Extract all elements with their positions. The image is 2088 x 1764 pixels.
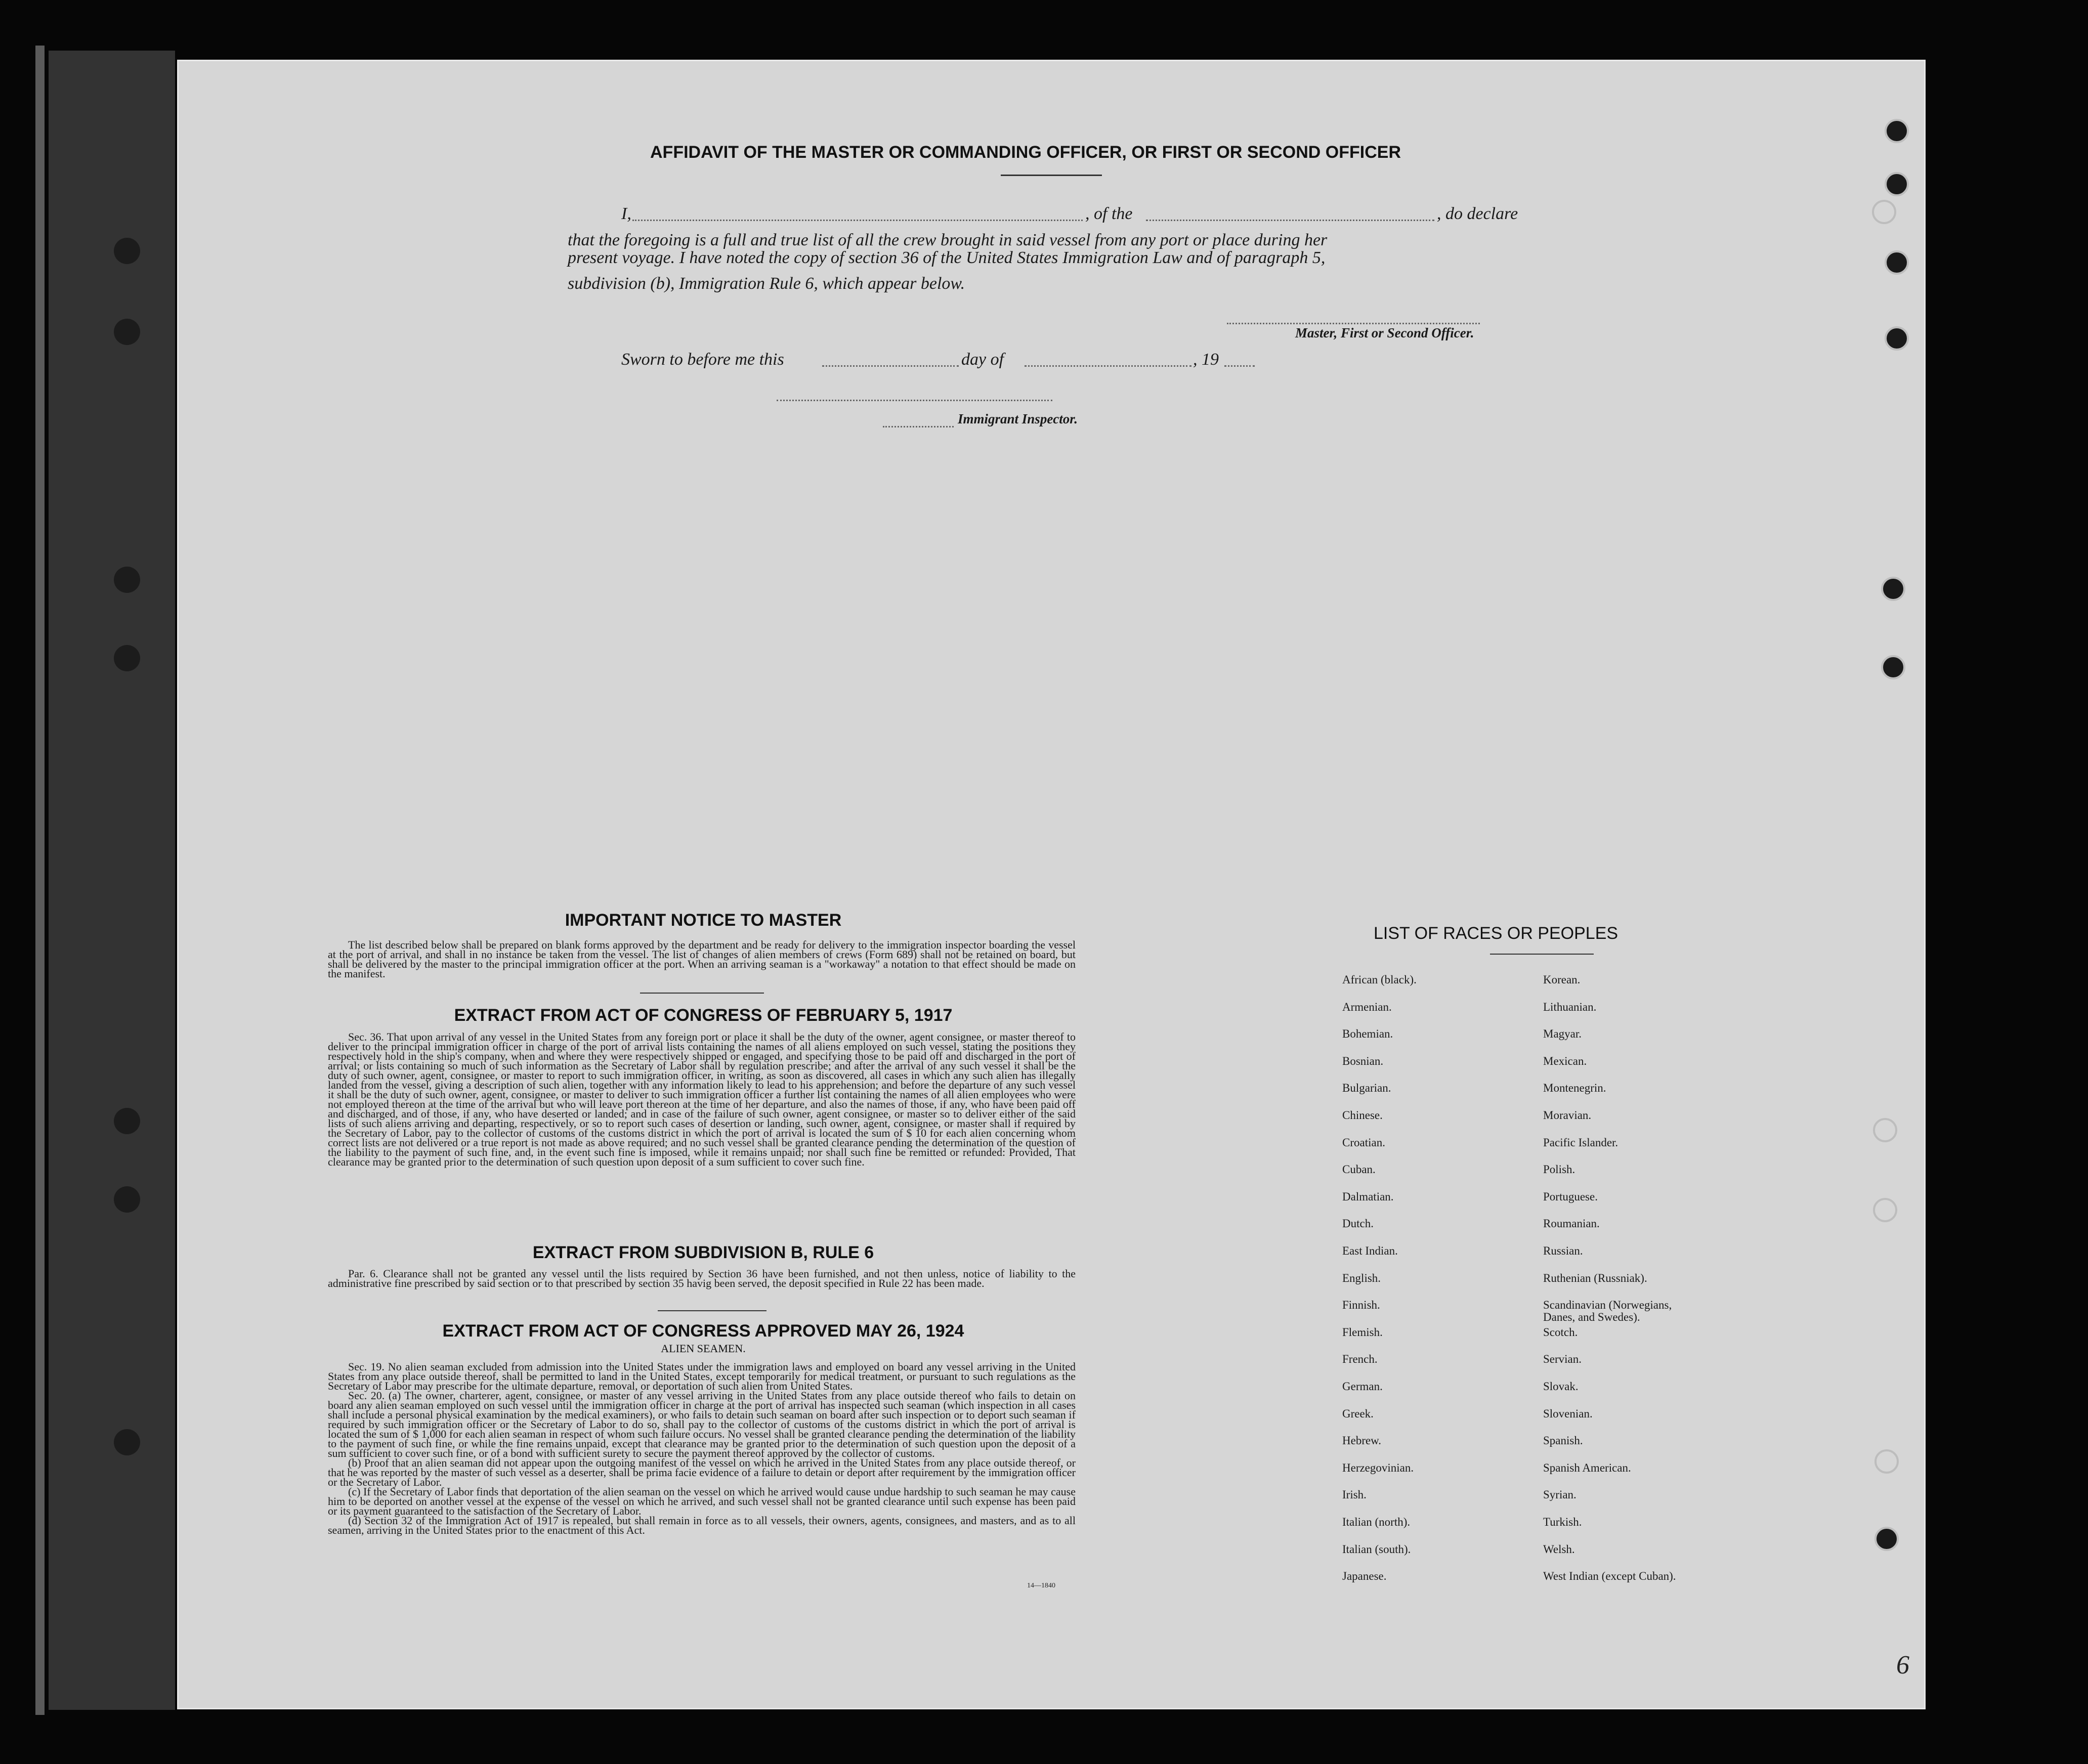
race-item: Chinese. [1342, 1109, 1383, 1122]
year-label: , 19 [1193, 350, 1219, 369]
race-item: Japanese. [1342, 1570, 1387, 1583]
master-signature-label: Master, First or Second Officer. [1295, 325, 1474, 340]
race-item: Pacific Islander. [1543, 1136, 1618, 1149]
race-item: Scotch. [1543, 1325, 1578, 1339]
sworn-year-field[interactable] [1224, 365, 1255, 367]
binder-edge [35, 46, 45, 1715]
notice-title: IMPORTANT NOTICE TO MASTER [565, 911, 842, 930]
race-item: Cuban. [1342, 1163, 1376, 1176]
race-item: Turkish. [1543, 1516, 1582, 1528]
punch-hole [1872, 200, 1896, 224]
race-item: Ruthenian (Russniak). [1543, 1271, 1647, 1284]
sworn-day-field[interactable] [822, 365, 959, 367]
punch-hole [1873, 1118, 1897, 1142]
extract-1924-title: EXTRACT FROM ACT OF CONGRESS APPROVED MAY 26, 1924 [442, 1321, 964, 1341]
race-item: Korean. [1543, 973, 1581, 986]
race-item: Spanish American. [1543, 1461, 1631, 1474]
race-item: Portuguese. [1543, 1190, 1598, 1203]
punch-hole [114, 238, 140, 264]
master-signature-field[interactable] [1227, 323, 1480, 324]
declare-text: , do declare [1437, 204, 1518, 223]
race-item: Mexican. [1543, 1054, 1587, 1067]
punch-hole [114, 645, 140, 671]
punch-hole [1873, 1198, 1897, 1222]
punch-hole [114, 1108, 140, 1134]
race-item: Flemish. [1342, 1325, 1383, 1339]
race-item: Dalmatian. [1342, 1190, 1394, 1203]
page-mark: 6 [1896, 1651, 1909, 1680]
race-item: African (black). [1342, 973, 1417, 986]
punch-hole [114, 1186, 140, 1213]
vessel-label: , of the [1085, 204, 1133, 223]
punch-hole [1874, 1449, 1899, 1474]
race-item: Roumanian. [1543, 1217, 1600, 1230]
race-item: Magyar. [1543, 1027, 1582, 1041]
race-item: Montenegrin. [1543, 1082, 1606, 1095]
affidavit-line: subdivision (b), Immigration Rule 6, which appear below. [568, 274, 965, 293]
punch-hole [114, 567, 140, 593]
race-item: Herzegovinian. [1342, 1461, 1414, 1474]
extract-1917-title: EXTRACT FROM ACT OF CONGRESS OF FEBRUARY 5, 1917 [454, 1006, 953, 1025]
punch-hole [1881, 577, 1905, 601]
punch-hole [1885, 326, 1909, 351]
binder-tab [49, 51, 175, 1710]
race-item: Scandinavian (Norwegians, Danes, and Swedes). [1543, 1299, 1672, 1324]
race-item: Bohemian. [1342, 1027, 1393, 1041]
sworn-label: Sworn to before me this [621, 350, 784, 369]
race-item: Hebrew. [1342, 1434, 1382, 1447]
day-of-label: day of [961, 350, 1004, 369]
race-item: Russian. [1543, 1244, 1583, 1257]
race-item: French. [1342, 1353, 1378, 1366]
divider [1490, 954, 1594, 955]
form-number: 14—1840 [1027, 1582, 1055, 1589]
punch-hole [1885, 172, 1909, 196]
declarant-label: I, [621, 204, 631, 223]
punch-hole [1881, 655, 1905, 679]
race-item: Bulgarian. [1342, 1082, 1391, 1095]
race-item: Armenian. [1342, 1000, 1392, 1013]
declarant-name-field[interactable] [632, 220, 1083, 221]
subdivision-text: Par. 6. Clearance shall not be granted any vessel until the lists required by Section 36 have been furnished, and not then unless, notice of liability to the administrative fine prescribed by said section or to that prescribed by section 35 havig been served, the deposit specified in Rule 22 has been made. [328, 1267, 1076, 1289]
race-item: Irish. [1342, 1488, 1367, 1501]
race-item: Greek. [1342, 1407, 1374, 1420]
race-item: Syrian. [1543, 1488, 1576, 1501]
punch-hole [1885, 250, 1909, 275]
punch-hole [114, 1429, 140, 1455]
extract-1924-subtitle: ALIEN SEAMEN. [661, 1342, 746, 1355]
race-item: Italian (south). [1342, 1542, 1411, 1556]
race-item: Slovenian. [1543, 1407, 1593, 1420]
race-item: Slovak. [1543, 1380, 1579, 1393]
race-item: Servian. [1543, 1353, 1582, 1366]
affidavit-line: present voyage. I have noted the copy of section 36 of the United States Immigration Law and of paragraph 5, [568, 248, 1326, 267]
race-item: Lithuanian. [1543, 1000, 1597, 1013]
race-item: Dutch. [1342, 1217, 1374, 1230]
race-item: Polish. [1543, 1163, 1575, 1176]
punch-hole [114, 319, 140, 345]
affidavit-title: AFFIDAVIT OF THE MASTER OR COMMANDING OFFICER, OR FIRST OR SECOND OFFICER [650, 143, 1401, 162]
race-item: Moravian. [1543, 1109, 1592, 1122]
punch-hole [1885, 119, 1909, 143]
punch-hole [1874, 1527, 1899, 1551]
subdivision-title: EXTRACT FROM SUBDIVISION B, RULE 6 [532, 1243, 874, 1262]
affidavit-line: that the foregoing is a full and true list of all the crew brought in said vessel from any port or place during her [568, 231, 1328, 249]
inspector-signature-label: Immigrant Inspector. [958, 411, 1078, 426]
races-title: LIST OF RACES OR PEOPLES [1374, 924, 1618, 943]
divider [1001, 175, 1102, 176]
inspector-dots [883, 426, 954, 427]
race-item: English. [1342, 1271, 1381, 1284]
inspector-signature-field[interactable] [777, 400, 1052, 401]
extract-1917-text: Sec. 36. That upon arrival of any vessel in the United States from any foreign port or place it shall be the duty of the owner, agent consignee, or master thereof to deliver to the principal immigration officer in charge of the port of arrival lists containing the names of all aliens employed on such vessel, stating the positions they respectively hold in the ship's company, when and where they were respectively shipped or engaged, and specifying those to be paid off and discharged in the port of arrival; or lists containing so much of such information as the Secretary of Labor shall by regulation prescribe; and after the arrival of any such vessel it shall be the duty of such owner, agent, consignee, or master to report to such immigration officer, in writing, as soon as discovered, all cases in which any such alien has illegally landed from the vessel, giving a description of such alien, together with any information likely to lead to his apprehension; and before the departure of any such vessel it shall be the duty of such owner, agent, consignee, or master to deliver to such immigration officer a further list containing the names of all alien employees who were not employed thereon at the time of the arrival but who will leave port thereon at the time of her departure, and also the names of those, if any, who have been paid off and discharged, and of those, if any, who have deserted or landed; and in case of the failure of such owner, agent consignee, or master so to deliver either of the said lists of such aliens arriving and departing, respectively, or so to report such cases of desertion or landing, such owner, agent, consignee, or master shall if required by the Secretary of Labor, pay to the collector of customs of the customs district in which the port of arrival is located the sum of $ 10 for each alien concerning whom correct lists are not delivered or a true report is not made as above required; and no such vessel shall be granted clearance pending the determination of the question of the liability to the payment of such fine, and, in the event such fine is imposed, while it remains unpaid; nor shall such fine be remitted or refunded: Provided, That clearance may be granted prior to the determination of such question upon deposit of a sum sufficient to cover such fine. [328, 1030, 1076, 1168]
race-item: Bosnian. [1342, 1054, 1384, 1067]
race-item: Welsh. [1543, 1542, 1575, 1556]
notice-text: The list described below shall be prepared on blank forms approved by the department and be ready for delivery to the immigration inspector boarding the vessel at the port of arrival, and shall in no instance be taken from the vessel. The list of changes of alien members of crews (Form 689) shall not be retained on board, but shall be delivered by the master to the principal immigration officer at the port. When an arriving seaman is a "workaway" a notation to that effect should be made on the manifest. [328, 938, 1076, 980]
race-item: Finnish. [1342, 1299, 1380, 1312]
race-item: West Indian (except Cuban). [1543, 1570, 1676, 1583]
race-item: Spanish. [1543, 1434, 1583, 1447]
race-item: Croatian. [1342, 1136, 1385, 1149]
sworn-month-field[interactable] [1025, 365, 1191, 367]
race-item: East Indian. [1342, 1244, 1398, 1257]
divider [640, 993, 764, 994]
race-item: German. [1342, 1380, 1383, 1393]
extract-1924-text: Sec. 19. No alien seaman excluded from admission into the United States under the immigration laws and employed on board any vessel arriving in the United States from any place outside thereof, shall be permitted to land in the United States, except temporarily for medical treatment, or pursuant to such regulations as the Secretary of Labor may prescribe for the ultimate departure, removal, or deportation of such alien from United States. Sec. 20. (a) The owner, charterer, agent, consignee, or master of any vessel arriving in the United States from any place outside thereof who fails to detain on board any alien seaman employed on such vessel until the immigration officer in charge at the port of arrival has inspected such seaman (which inspection in all cases shall include a personal physical examination by the medical examiners), or who fails to detain such seaman on board after such inspection or to deport such seaman if required by such immigration officer or the Secretary of Labor to do so, shall pay to the collector of customs of the customs district in which the port of arrival is located the sum of $ 1,000 for each alien seaman in respect of whom such failure occurs. No vessel shall be granted clearance pending the determination of the liability to the payment of such fine, or while the fine remains unpaid, except that clearance may be granted prior to the determination of such question upon the deposit of a sum sufficient to cover such fine, or of a bond with sufficient surety to secure the payment thereof approved by the collector of customs. (b) Proof that an alien seaman did not appear upon the outgoing manifest of the vessel on which he arrived in the United States from any place outside thereof, or that he was reported by the master of such vessel as a deserter, shall be prima facie evidence of a failure to detain or deport after requirement by the immigration officer or the Secretary of Labor. (c) If the Secretary of Labor finds that deportation of the alien seaman on the vessel on which he arrived would cause undue hardship to such seaman he may cause him to be deported on another vessel at the expense of the vessel on which he arrived, and such vessel shall not be granted clearance until such expense has been paid or its payment guaranteed to the satisfaction of the Secretary of Labor. (d) Section 32 of the Immigration Act of 1917 is repealed, but shall remain in force as to all vessels, their owners, agents, consignees, and masters, and as to all seamen, arriving in the United States prior to the enactment of this Act. [328, 1360, 1076, 1536]
divider [658, 1310, 766, 1311]
race-item: Italian (north). [1342, 1516, 1411, 1528]
vessel-name-field[interactable] [1146, 220, 1434, 221]
